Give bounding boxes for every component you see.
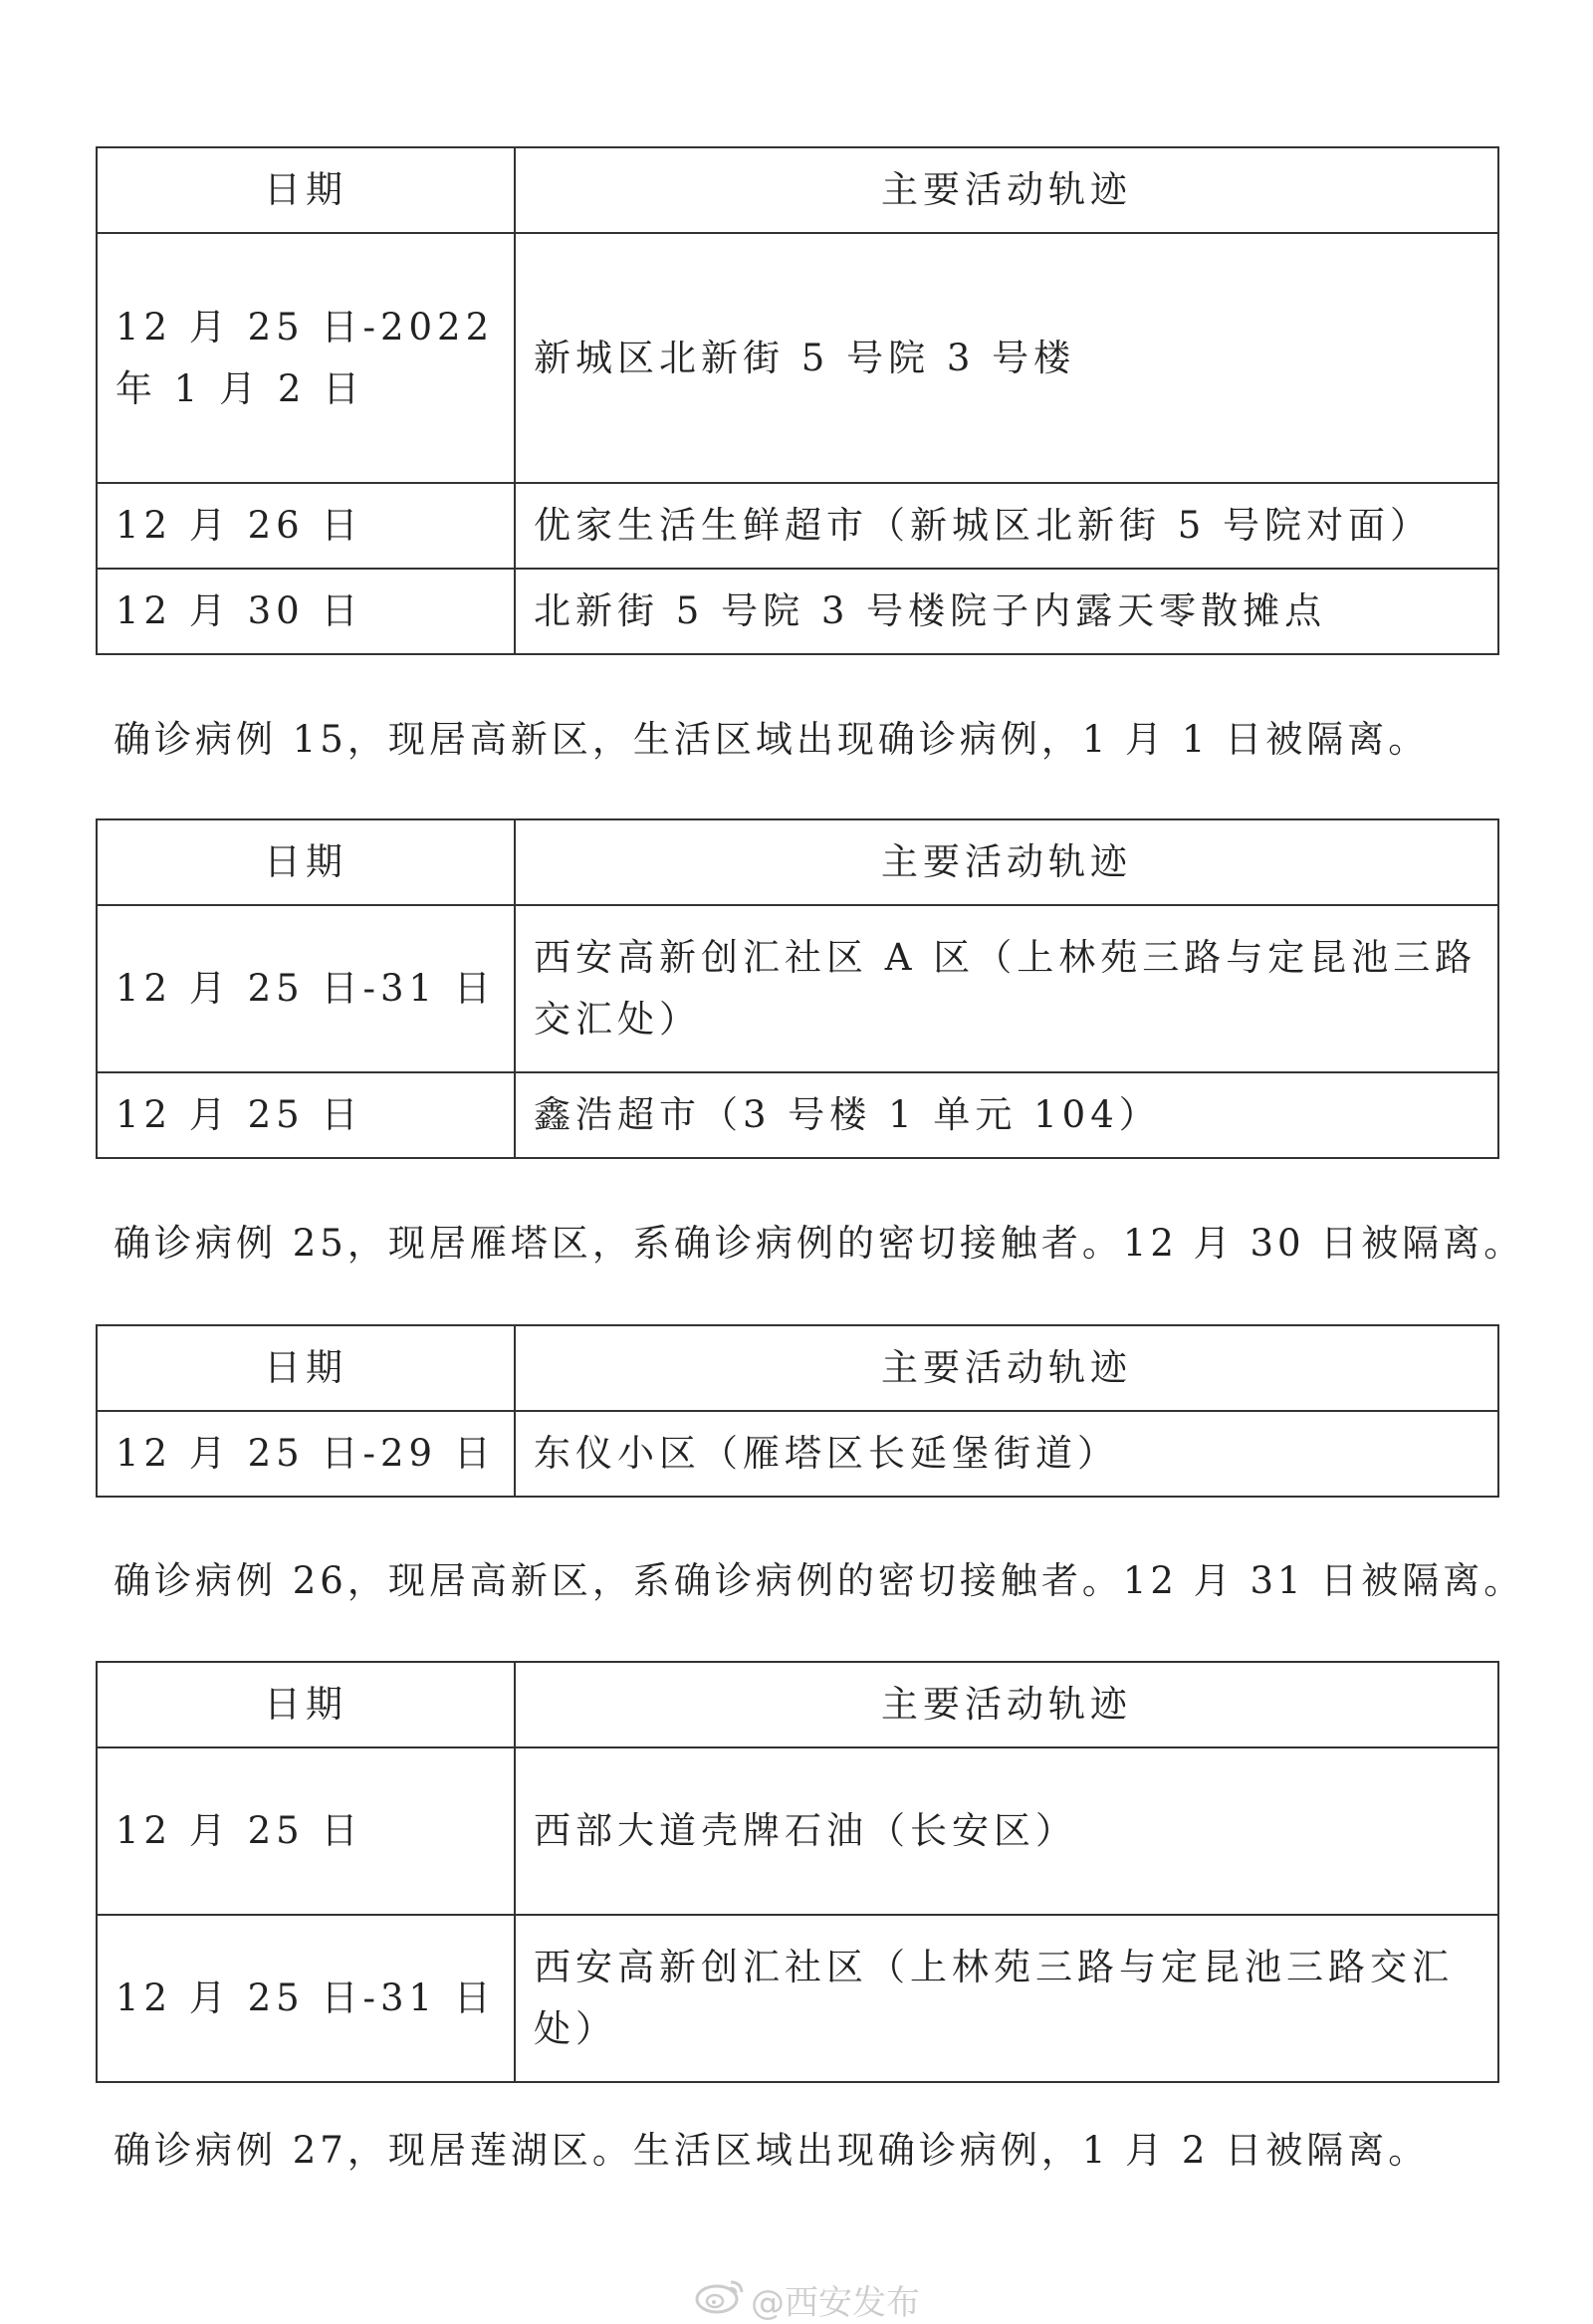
trace-table-2	[96, 818, 1499, 1159]
table-row	[97, 483, 1498, 569]
header-date: 日期	[97, 1325, 515, 1411]
weibo-icon	[693, 2276, 747, 2323]
row-date: 12 月 25 日-31 日	[97, 905, 515, 1072]
row-trace: 新城区北新街 5 号院 3 号楼	[515, 233, 1498, 483]
table-row	[97, 233, 1498, 483]
table-row	[97, 569, 1498, 654]
case-paragraph: 确诊病例 27，现居莲湖区。生活区域出现确诊病例，1 月 2 日被隔离。	[114, 2129, 1430, 2172]
row-trace: 鑫浩超市（3 号楼 1 单元 104）	[515, 1072, 1498, 1158]
row-date: 12 月 30 日	[97, 569, 515, 654]
row-date: 12 月 26 日	[97, 483, 515, 569]
case-paragraph: 确诊病例 25，现居雁塔区，系确诊病例的密切接触者。12 月 30 日被隔离。	[114, 1222, 1525, 1265]
case-paragraph: 确诊病例 15，现居高新区，生活区域出现确诊病例，1 月 1 日被隔离。	[114, 718, 1430, 761]
row-trace: 东仪小区（雁塔区长延堡街道）	[515, 1411, 1498, 1497]
watermark-text: @西安发布	[751, 2282, 920, 2323]
row-trace: 西安高新创汇社区 A 区（上林苑三路与定昆池三路交汇处）	[515, 905, 1498, 1072]
row-trace: 西部大道壳牌石油（长安区）	[515, 1747, 1498, 1915]
row-date: 12 月 25 日-2022 年 1 月 2 日	[97, 233, 515, 483]
row-trace: 北新街 5 号院 3 号楼院子内露天零散摊点	[515, 569, 1498, 654]
header-date: 日期	[97, 819, 515, 905]
header-trace: 主要活动轨迹	[515, 1662, 1498, 1747]
table-row	[97, 1915, 1498, 2082]
table-row	[97, 905, 1498, 1072]
trace-table-1	[96, 146, 1499, 655]
row-trace: 优家生活生鲜超市（新城区北新街 5 号院对面）	[515, 483, 1498, 569]
header-trace: 主要活动轨迹	[515, 819, 1498, 905]
header-trace: 主要活动轨迹	[515, 147, 1498, 233]
row-trace: 西安高新创汇社区（上林苑三路与定昆池三路交汇处）	[515, 1915, 1498, 2082]
table-row	[97, 1747, 1498, 1915]
trace-table-4	[96, 1661, 1499, 2083]
row-date: 12 月 25 日-29 日	[97, 1411, 515, 1497]
row-date: 12 月 25 日	[97, 1072, 515, 1158]
table-row	[97, 1072, 1498, 1158]
header-date: 日期	[97, 147, 515, 233]
row-date: 12 月 25 日	[97, 1747, 515, 1915]
watermark	[693, 2276, 932, 2322]
case-paragraph: 确诊病例 26，现居高新区，系确诊病例的密切接触者。12 月 31 日被隔离。	[114, 1559, 1525, 1602]
row-date: 12 月 25 日-31 日	[97, 1915, 515, 2082]
header-date: 日期	[97, 1662, 515, 1747]
header-trace: 主要活动轨迹	[515, 1325, 1498, 1411]
trace-table-3	[96, 1324, 1499, 1498]
table-row	[97, 1411, 1498, 1497]
